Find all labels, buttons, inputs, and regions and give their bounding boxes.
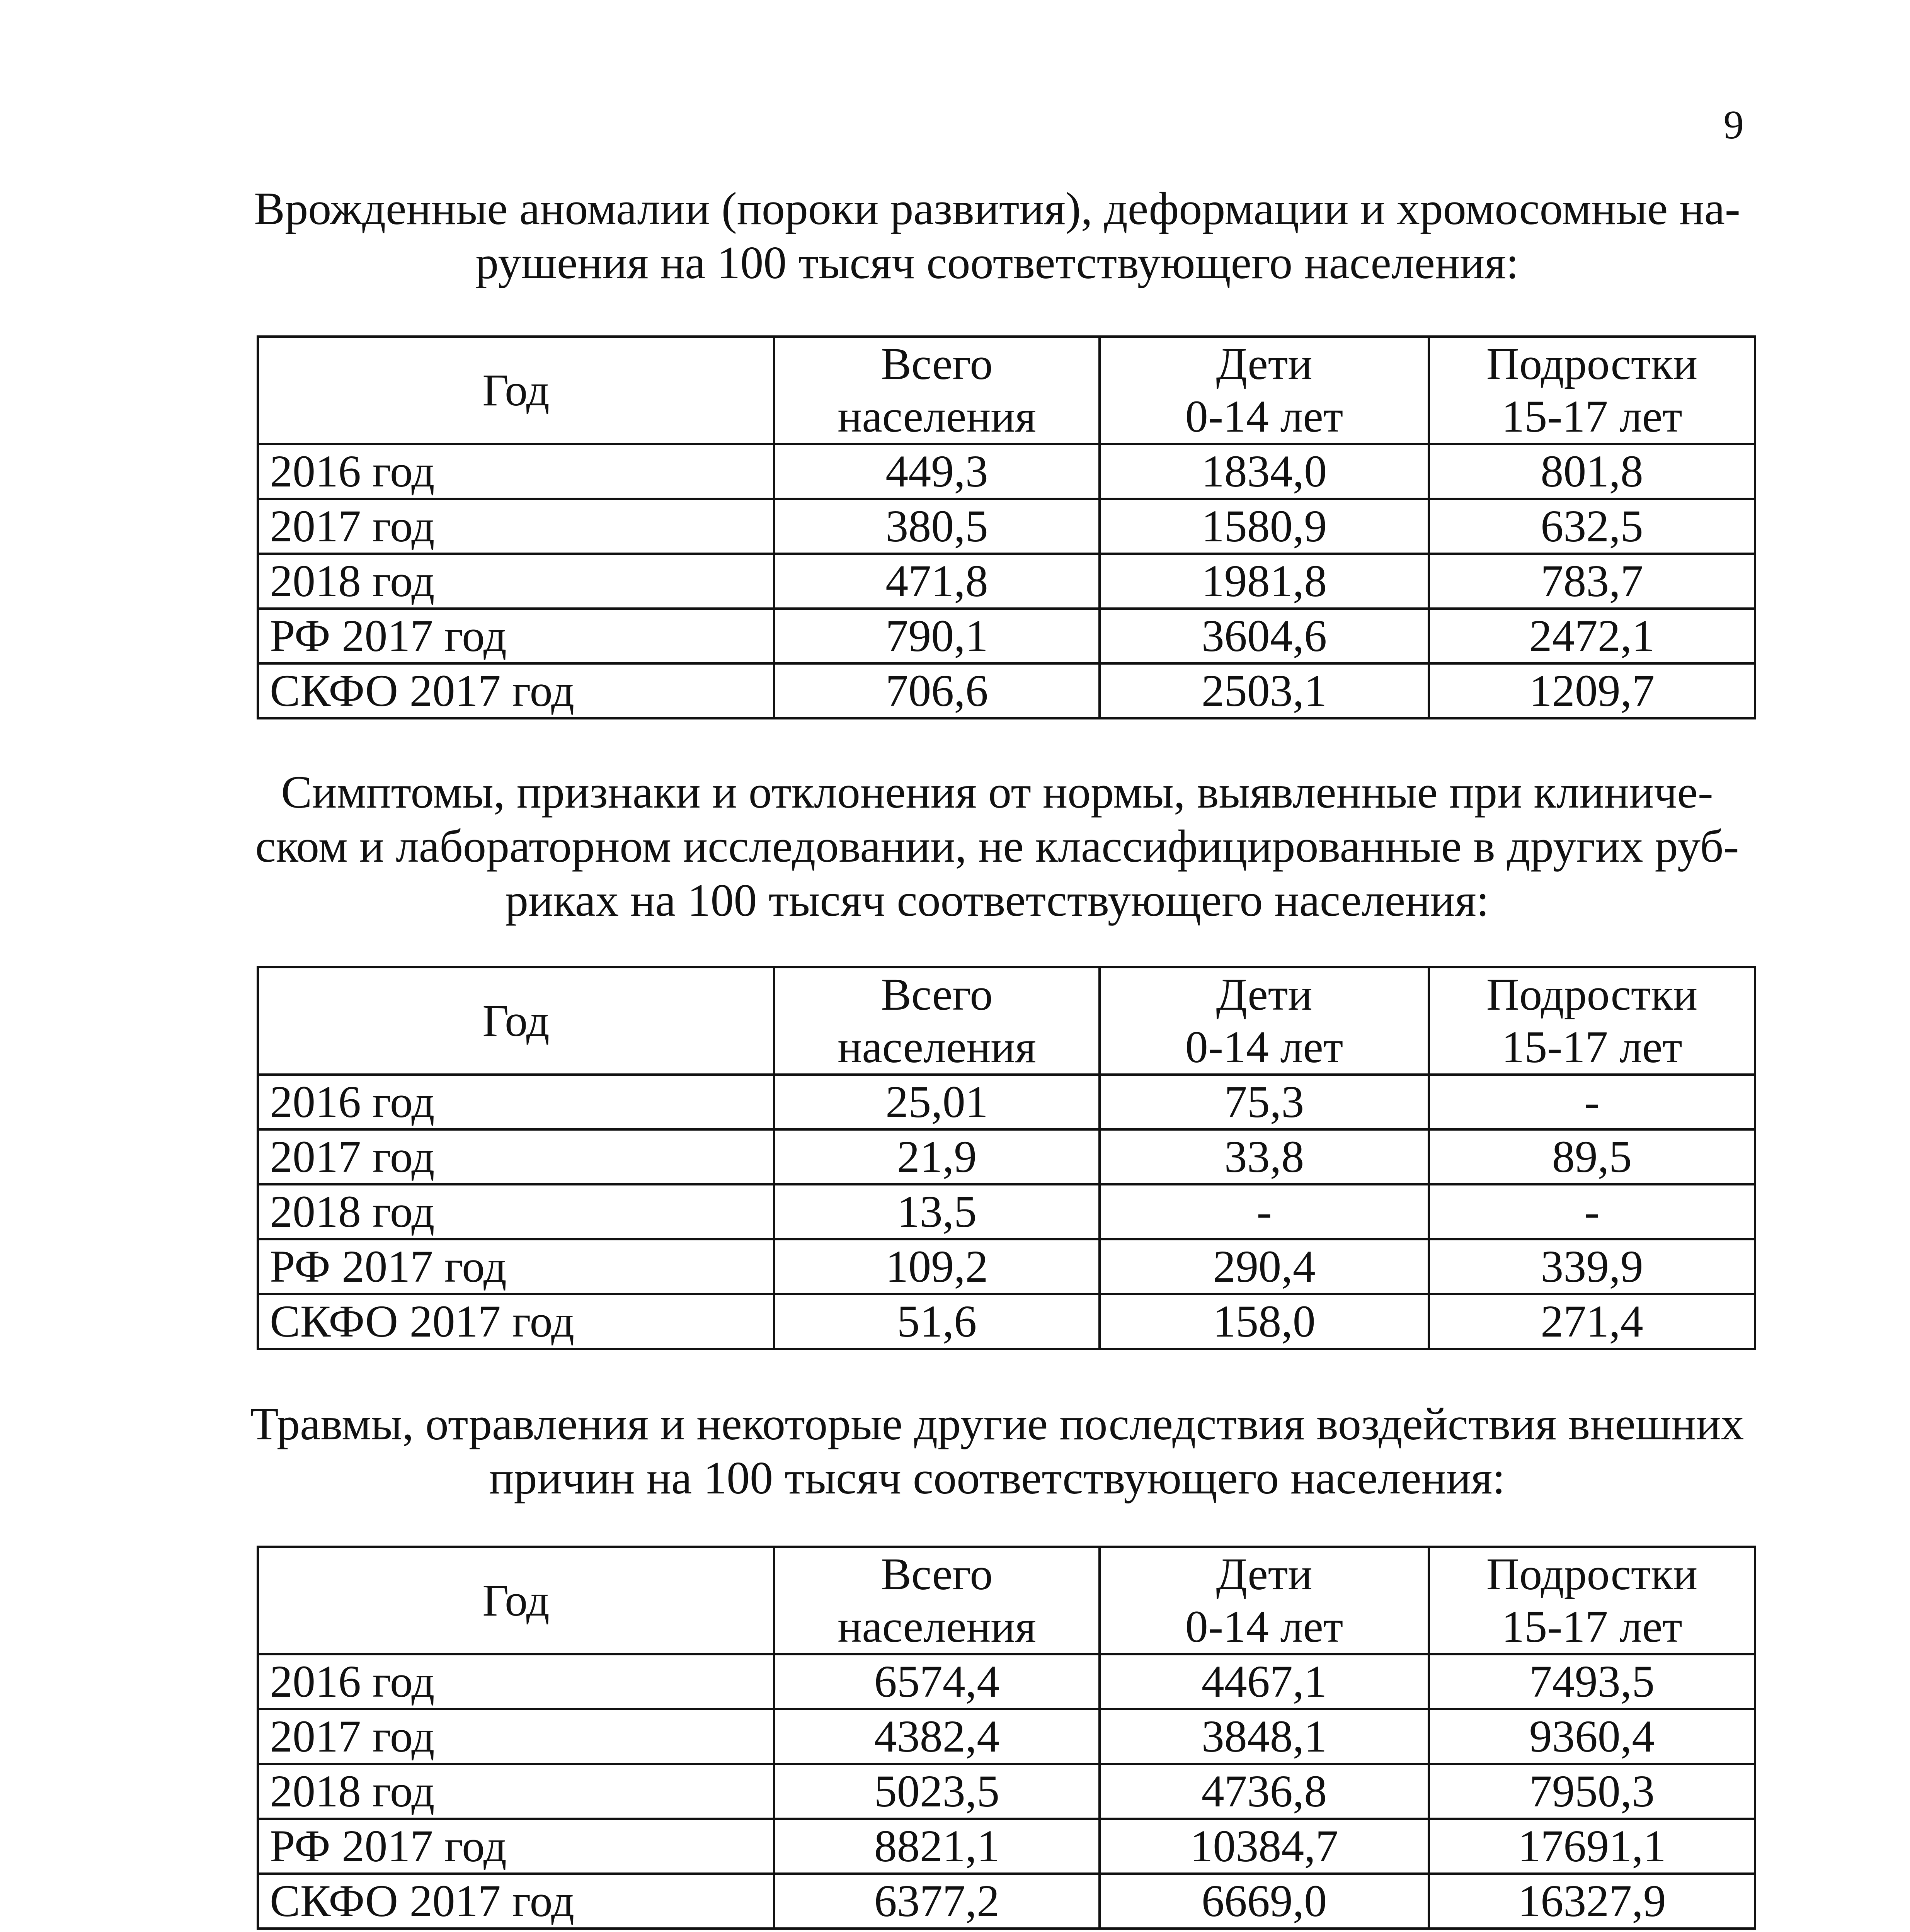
cell-all: 4382,4 [774, 1709, 1100, 1764]
header-teens: Подростки 15-17 лет [1429, 1547, 1755, 1654]
cell-children: 3604,6 [1100, 609, 1429, 663]
cell-all: 5023,5 [774, 1764, 1100, 1819]
title-line: рушения на 100 тысяч соответствующего населения: [475, 237, 1519, 288]
cell-year: 2017 год [258, 1129, 774, 1184]
header-all-population: Всего населения [774, 967, 1100, 1075]
table-row [258, 609, 1755, 663]
table-symptoms [257, 966, 1756, 1350]
cell-year: СКФО 2017 год [258, 1294, 774, 1349]
cell-children: 4736,8 [1100, 1764, 1429, 1819]
page-number: 9 [1723, 102, 1744, 147]
header-all-population: Всего населения [774, 1547, 1100, 1654]
table-row [258, 1764, 1755, 1819]
cell-all: 13,5 [774, 1184, 1100, 1239]
cell-all: 21,9 [774, 1129, 1100, 1184]
cell-teens: 89,5 [1429, 1129, 1755, 1184]
cell-all: 6574,4 [774, 1654, 1100, 1709]
cell-all: 706,6 [774, 663, 1100, 718]
cell-teens: 16327,9 [1429, 1874, 1755, 1929]
table-row [258, 1294, 1755, 1349]
cell-teens: 7493,5 [1429, 1654, 1755, 1709]
section-2-title [240, 765, 1755, 927]
title-line: Симптомы, признаки и отклонения от нормы, выявленные при клиниче- [281, 766, 1713, 818]
cell-year: РФ 2017 год [258, 1239, 774, 1294]
cell-year: 2018 год [258, 1764, 774, 1819]
cell-children: 4467,1 [1100, 1654, 1429, 1709]
title-line: риках на 100 тысяч соответствующего населения: [505, 874, 1489, 926]
cell-children: 6669,0 [1100, 1874, 1429, 1929]
table-row [258, 1184, 1755, 1239]
table-congenital-anomalies [257, 335, 1756, 719]
cell-children: 75,3 [1100, 1075, 1429, 1129]
cell-year: РФ 2017 год [258, 1819, 774, 1874]
cell-teens: 783,7 [1429, 554, 1755, 609]
table-row [258, 444, 1755, 499]
table-row [258, 554, 1755, 609]
cell-year: СКФО 2017 год [258, 1874, 774, 1929]
cell-year: 2018 год [258, 554, 774, 609]
cell-all: 51,6 [774, 1294, 1100, 1349]
section-1-title [240, 182, 1755, 290]
cell-teens: 7950,3 [1429, 1764, 1755, 1819]
cell-all: 6377,2 [774, 1874, 1100, 1929]
table-row [258, 1239, 1755, 1294]
cell-teens: 9360,4 [1429, 1709, 1755, 1764]
cell-children: 1981,8 [1100, 554, 1429, 609]
cell-year: РФ 2017 год [258, 609, 774, 663]
cell-teens: 17691,1 [1429, 1819, 1755, 1874]
cell-children: 10384,7 [1100, 1819, 1429, 1874]
cell-teens: - [1429, 1075, 1755, 1129]
header-year: Год [258, 337, 774, 444]
header-children: Дети 0-14 лет [1100, 337, 1429, 444]
cell-all: 380,5 [774, 499, 1100, 554]
cell-children: 3848,1 [1100, 1709, 1429, 1764]
cell-teens: 2472,1 [1429, 609, 1755, 663]
cell-all: 25,01 [774, 1075, 1100, 1129]
section-3-title [240, 1397, 1755, 1505]
table-row [258, 1819, 1755, 1874]
cell-year: 2016 год [258, 444, 774, 499]
table-header-row [258, 967, 1755, 1075]
cell-all: 109,2 [774, 1239, 1100, 1294]
cell-teens: 271,4 [1429, 1294, 1755, 1349]
cell-children: 1580,9 [1100, 499, 1429, 554]
table-row [258, 1709, 1755, 1764]
header-teens: Подростки 15-17 лет [1429, 337, 1755, 444]
cell-all: 8821,1 [774, 1819, 1100, 1874]
table-row [258, 1874, 1755, 1929]
cell-children: 290,4 [1100, 1239, 1429, 1294]
cell-year: 2017 год [258, 1709, 774, 1764]
title-line: Травмы, отравления и некоторые другие последствия воздействия внешних [250, 1398, 1744, 1449]
cell-teens: 632,5 [1429, 499, 1755, 554]
cell-year: 2016 год [258, 1654, 774, 1709]
cell-children: 158,0 [1100, 1294, 1429, 1349]
header-teens: Подростки 15-17 лет [1429, 967, 1755, 1075]
header-year: Год [258, 967, 774, 1075]
cell-year: СКФО 2017 год [258, 663, 774, 718]
table-header-row [258, 1547, 1755, 1654]
table-row [258, 1654, 1755, 1709]
table-header-row [258, 337, 1755, 444]
table-row [258, 1129, 1755, 1184]
title-line: причин на 100 тысяч соответствующего населения: [489, 1452, 1505, 1503]
cell-year: 2016 год [258, 1075, 774, 1129]
header-children: Дети 0-14 лет [1100, 1547, 1429, 1654]
cell-year: 2018 год [258, 1184, 774, 1239]
table-row [258, 1075, 1755, 1129]
cell-year: 2017 год [258, 499, 774, 554]
header-children: Дети 0-14 лет [1100, 967, 1429, 1075]
table-row [258, 663, 1755, 718]
cell-children: 33,8 [1100, 1129, 1429, 1184]
title-line: Врожденные аномалии (пороки развития), деформации и хромосомные на- [254, 183, 1740, 234]
cell-children: 2503,1 [1100, 663, 1429, 718]
cell-teens: - [1429, 1184, 1755, 1239]
cell-teens: 1209,7 [1429, 663, 1755, 718]
table-row [258, 499, 1755, 554]
header-year: Год [258, 1547, 774, 1654]
cell-teens: 339,9 [1429, 1239, 1755, 1294]
header-all-population: Всего населения [774, 337, 1100, 444]
cell-children: 1834,0 [1100, 444, 1429, 499]
cell-all: 471,8 [774, 554, 1100, 609]
cell-children: - [1100, 1184, 1429, 1239]
cell-all: 449,3 [774, 444, 1100, 499]
title-line: ском и лабораторном исследовании, не классифицированные в других руб- [255, 820, 1739, 872]
table-injuries [257, 1546, 1756, 1930]
cell-all: 790,1 [774, 609, 1100, 663]
cell-teens: 801,8 [1429, 444, 1755, 499]
